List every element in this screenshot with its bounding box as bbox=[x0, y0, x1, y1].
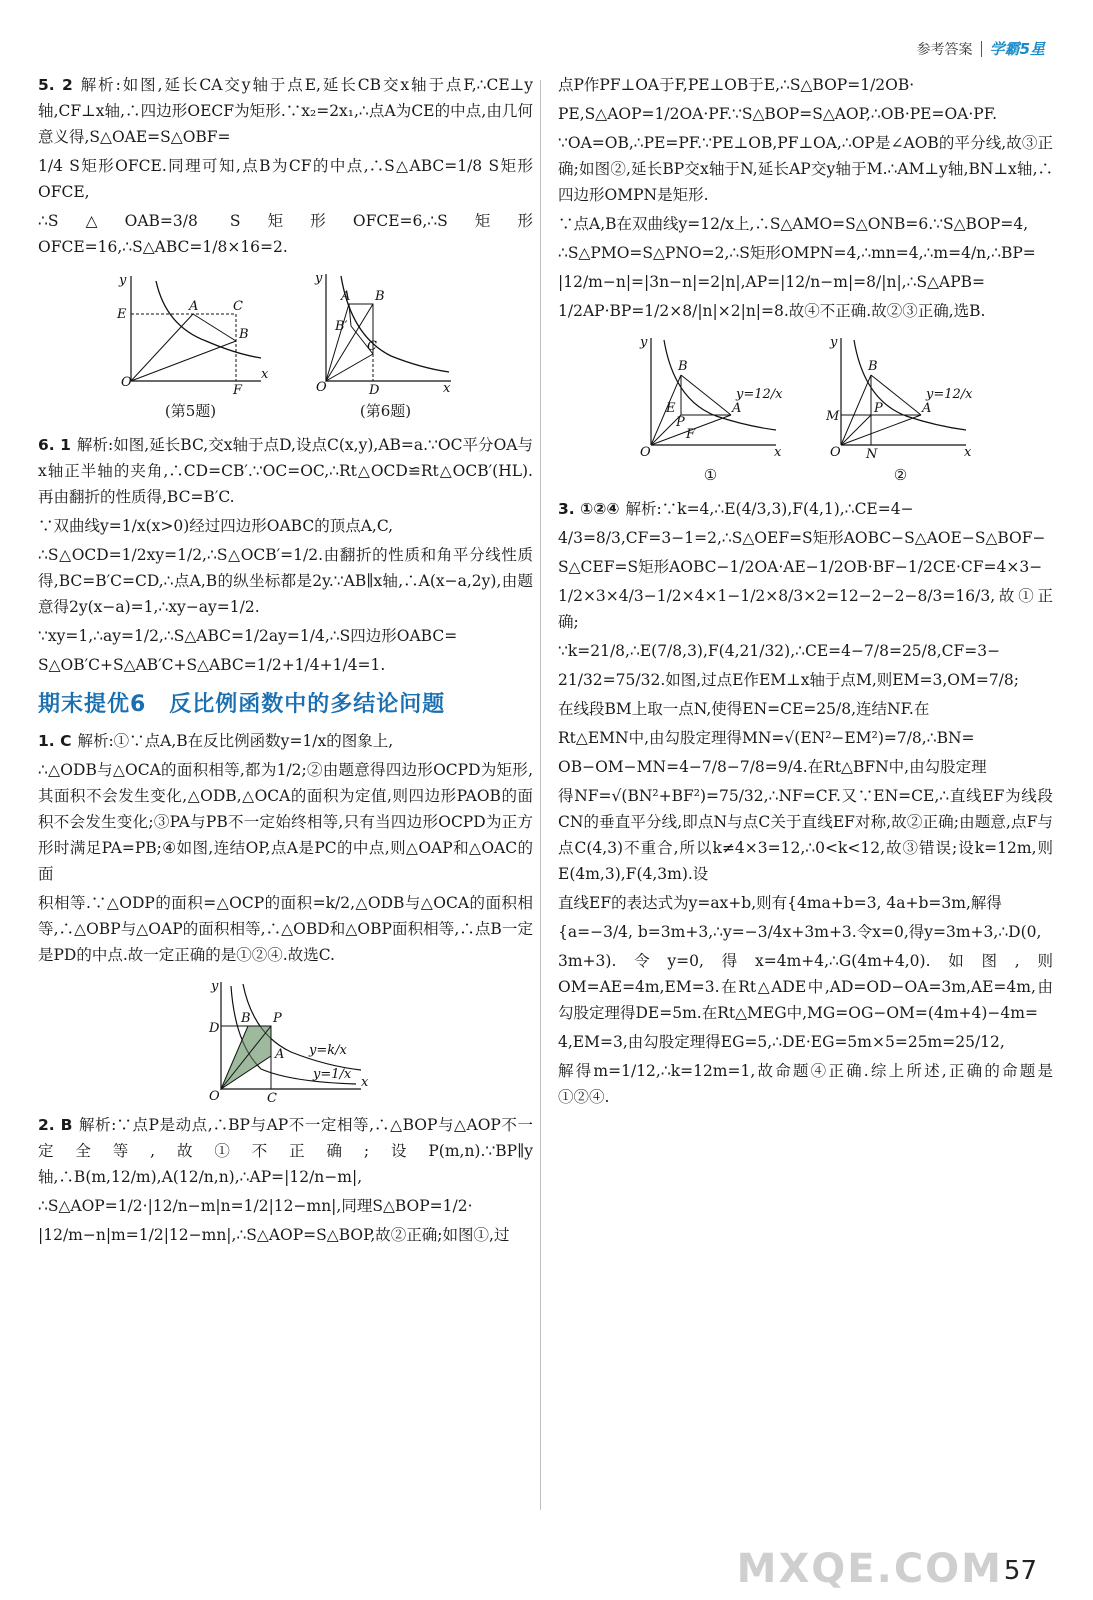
s1-label-o: O bbox=[208, 1089, 220, 1104]
s1-label-x: x bbox=[360, 1075, 368, 1090]
s3-line-9: OB−OM−MN=4−7/8−7/8=9/4.在Rt△BFN中,由勾股定理 bbox=[558, 758, 987, 776]
q5-number: 5. 2 bbox=[38, 76, 73, 94]
answer-s2-continued bbox=[558, 72, 1053, 324]
s3-line-1: 解析:∵k=4,∴E(4/3,3),F(4,1),∴CE=4− bbox=[625, 500, 914, 518]
s21-label-f: F bbox=[685, 427, 695, 442]
s2-line-2: ∴S△AOP=1/2·|12/n−m|n=1/2|12−mn|,同理S△BOP=1/2· bbox=[38, 1197, 473, 1215]
figure-s1-graph bbox=[201, 974, 371, 1104]
fig5-label-x: x bbox=[260, 367, 268, 382]
figure-s2-2 bbox=[826, 330, 976, 488]
fig6-label-c: C bbox=[366, 339, 377, 354]
answer-s3 bbox=[558, 496, 1053, 1110]
s3-line-10: 得NF=√(BN²+BF²)=75/32,∴NF=CF.又∵EN=CE,∴直线EF为线段CN的垂直平分线,即点N与点C关于直线EF对称,故②正确;由题意,点F与点C(4,3)不重合,所以k≠4×3=12,∴0<k<12,故③错误;设k=12m,则E(4m,3),F(4,3m).设 bbox=[558, 787, 1053, 883]
header-ref-label: 参考答案 bbox=[916, 41, 973, 58]
fig6-label-a: A bbox=[340, 289, 350, 304]
s3-line-15: 解得m=1/12,∴k=12m=1,故命题④正确.综上所述,正确的命题是①②④. bbox=[558, 1062, 1053, 1106]
s22-label-b: B bbox=[867, 359, 878, 374]
figure-q5-graph bbox=[111, 266, 271, 396]
header-brand-logo: 学霸5星 bbox=[989, 40, 1045, 58]
s3-line-7: 在线段BM上取一点N,使得EN=CE=25/8,连结NF.在 bbox=[558, 700, 930, 718]
q6-line-3: ∴S△OCD=1/2xy=1/2,∴S△OCB′=1/2.由翻折的性质和角平分线性质得,BC=B′C=CD,∴点A,B的纵坐标都是2y.∵AB∥x轴,∴A(x−a,2y),由题意得2y(x−a)=1,∴xy−ay=1/2. bbox=[38, 546, 533, 616]
s1-line-3: 积相等.∵△ODP的面积=△OCP的面积=k/2,△ODB与△OCA的面积相等,∴△OBP与△OAP的面积相等,∴△OBD和△OBP面积相等,∴点B一定是PD的中点.故一定正确的是①②④.故选C. bbox=[38, 894, 533, 964]
q5-line-1: 解析:如图,延长CA交y轴于点E,延长CB交x轴于点F,∴CE⊥y轴,CF⊥x轴,∴四边形OECF为矩形.∵x₂=2x₁,∴点A为CE的中点,由几何意义得,S△OAE=S△OBF= bbox=[38, 76, 533, 146]
s21-label-a: A bbox=[731, 401, 741, 416]
s3-line-8: Rt△EMN中,由勾股定理得MN=√(EN²−EM²)=7/8,∴BN= bbox=[558, 729, 975, 747]
s2c-line-4: ∵点A,B在双曲线y=12/x上,∴S△AMO=S△ONB=6.∵S△BOP=4, bbox=[558, 215, 1029, 233]
figure-row-s2 bbox=[558, 330, 1053, 488]
answer-q6 bbox=[38, 432, 533, 678]
fig5-label-a: A bbox=[188, 299, 198, 314]
s1-label-y1x: y=1/x bbox=[312, 1067, 351, 1082]
figure-row-s1 bbox=[38, 974, 533, 1104]
s2c-line-7: 1/2AP·BP=1/2×8/|n|×2|n|=8.故④不正确.故②③正确,选B. bbox=[558, 302, 986, 320]
s1-label-d: D bbox=[208, 1021, 219, 1036]
left-column bbox=[38, 72, 533, 1254]
s2c-line-1: 点P作PF⊥OA于F,PE⊥OB于E,∴S△BOP=1/2OB· bbox=[558, 76, 915, 94]
figure-q6-caption: (第6题) bbox=[359, 402, 412, 420]
s3-number: 3. ①②④ bbox=[558, 500, 620, 518]
q6-line-4: ∵xy=1,∴ay=1/2,∴S△ABC=1/2ay=1/4,∴S四边形OABC= bbox=[38, 627, 458, 645]
column-divider bbox=[540, 80, 541, 1510]
s3-line-3: S△CEF=S矩形AOBC−1/2OA·AE−1/2OB·BF−1/2CE·CF=4×3− bbox=[558, 558, 1043, 576]
s1-line-1: 解析:①∵点A,B在反比例函数y=1/x的图象上, bbox=[77, 732, 394, 750]
fig6-label-d: D bbox=[368, 383, 379, 396]
s1-label-ykx: y=k/x bbox=[308, 1043, 347, 1058]
section-title: 期末提优6 反比例函数中的多结论问题 bbox=[38, 692, 446, 717]
page-header bbox=[917, 38, 1045, 59]
fig6-label-bprime: B′ bbox=[334, 319, 348, 334]
s22-label-a: A bbox=[921, 401, 931, 416]
s1-label-b: B bbox=[240, 1011, 251, 1026]
s2c-line-2: PE,S△AOP=1/2OA·PF.∵S△BOP=S△AOP,∴OB·PE=OA·PF. bbox=[558, 105, 997, 123]
fig6-label-y: y bbox=[314, 271, 322, 286]
s1-label-y: y bbox=[210, 979, 218, 994]
s21-label-o: O bbox=[639, 445, 651, 460]
s2-line-3: |12/m−n|m=1/2|12−mn|,∴S△AOP=S△BOP,故②正确;如图①,过 bbox=[38, 1226, 510, 1244]
s1-label-a: A bbox=[274, 1047, 284, 1062]
s3-line-13: 3m+3).令y=0,得x=4m+4,∴G(4m+4,0).如图,则OM=AE=4m,EM=3.在Rt△ADE中,AD=OD−OA=3m,AE=4m,由勾股定理得DE=5m.在Rt△MEG中,MG=OG−OM=(4m+4)−4m= bbox=[558, 952, 1053, 1022]
s21-label-e: E bbox=[665, 401, 675, 416]
fig5-label-f: F bbox=[232, 383, 242, 396]
s22-label-x: x bbox=[963, 445, 971, 460]
s3-line-5: ∵k=21/8,∴E(7/8,3),F(4,21/32),∴CE=4−7/8=25/8,CF=3− bbox=[558, 642, 1001, 660]
figure-row-q5-q6 bbox=[38, 266, 533, 424]
s2c-line-6: |12/m−n|=|3n−n|=2|n|,AP=|12/n−m|=8/|n|,∴S△APB= bbox=[558, 273, 985, 291]
s1-number: 1. C bbox=[38, 732, 72, 750]
q6-line-5: S△OB′C+S△AB′C+S△ABC=1/2+1/4+1/4=1. bbox=[38, 656, 386, 674]
answer-s1 bbox=[38, 728, 533, 968]
s21-label-y: y bbox=[639, 335, 647, 350]
q6-line-2: ∵双曲线y=1/x(x>0)经过四边形OABC的顶点A,C, bbox=[38, 517, 394, 535]
s3-line-4: 1/2×3×4/3−1/2×4×1−1/2×8/3×2=12−2−2−8/3=16/3,故①正确; bbox=[558, 587, 1053, 631]
s21-label-p: P bbox=[675, 415, 685, 430]
figure-s2-1-caption: ① bbox=[703, 466, 718, 484]
s1-label-p: P bbox=[272, 1011, 282, 1026]
s2c-line-3: ∵OA=OB,∴PE=PF.∵PE⊥OB,PF⊥OA,∴OP是∠AOB的平分线,故③正确;如图②,延长BP交x轴于N,延长AP交y轴于M.∴AM⊥y轴,BN⊥x轴,∴四边形OMPN是矩形. bbox=[558, 134, 1053, 204]
answer-s2 bbox=[38, 1112, 533, 1248]
figure-s2-2-caption: ② bbox=[893, 466, 908, 484]
figure-q6 bbox=[311, 266, 461, 424]
s22-label-y: y bbox=[829, 335, 837, 350]
q5-line-2: 1/4 S矩形OFCE.同理可知,点B为CF的中点,∴S△ABC=1/8 S矩形OFCE, bbox=[38, 157, 533, 201]
figure-s2-1-graph bbox=[636, 330, 786, 460]
s21-label-b: B bbox=[677, 359, 688, 374]
s3-line-11: 直线EF的表达式为y=ax+b,则有{4ma+b=3, 4a+b=3m,解得 bbox=[558, 894, 1002, 912]
fig5-label-e: E bbox=[116, 307, 126, 322]
s3-line-6: 21/32=75/32.如图,过点E作EM⊥x轴于点M,则EM=3,OM=7/8; bbox=[558, 671, 1019, 689]
s2-number: 2. B bbox=[38, 1116, 73, 1134]
s21-label-curve: y=12/x bbox=[735, 387, 782, 402]
s22-label-curve: y=12/x bbox=[925, 387, 972, 402]
s1-line-2: ∴△ODB与△OCA的面积相等,都为1/2;②由题意得四边形OCPD为矩形,其面积不会发生变化,△ODB,△OCA的面积为定值,则四边形PAOB的面积不会发生变化;③PA与PB不一定始终相等,只有当四边形OCPD为正方形时满足PA=PB;④如图,连结OP,点A是PC的中点,则△OAP和△OAC的面 bbox=[38, 761, 533, 883]
fig5-label-y: y bbox=[118, 273, 126, 288]
fig5-label-c: C bbox=[232, 299, 243, 314]
fig5-label-o: O bbox=[120, 375, 132, 390]
fig6-label-b: B bbox=[374, 289, 385, 304]
figure-s2-2-graph bbox=[826, 330, 976, 460]
q6-line-1: 解析:如图,延长BC,交x轴于点D,设点C(x,y),AB=a.∵OC平分OA与x轴正半轴的夹角,∴CD=CB′.∵OC=OC,∴Rt△OCD≌Rt△OCB′(HL).再由翻折的性质得,BC=B′C. bbox=[38, 436, 533, 506]
answer-q5 bbox=[38, 72, 533, 260]
figure-q5 bbox=[111, 266, 271, 424]
s3-line-14: 4,EM=3,由勾股定理得EG=5,∴DE·EG=5m×5=25m=25/12, bbox=[558, 1033, 1005, 1051]
header-separator bbox=[981, 41, 982, 57]
s21-label-x: x bbox=[773, 445, 781, 460]
fig6-label-o: O bbox=[315, 380, 327, 395]
s3-line-12: {a=−3/4, b=3m+3,∴y=−3/4x+3m+3.令x=0,得y=3m+3,∴D(0, bbox=[558, 923, 1042, 941]
s22-label-p: P bbox=[873, 401, 883, 416]
s22-label-n: N bbox=[865, 447, 877, 460]
q6-number: 6. 1 bbox=[38, 436, 71, 454]
s2-line-1: 解析:∵点P是动点,∴BP与AP不一定相等,∴△BOP与△AOP不一定全等,故①不正确;设P(m,n).∵BP∥y轴,∴B(m,12/m),A(12/n,n),∴AP=|12/n−m|, bbox=[38, 1116, 533, 1186]
q5-line-3: ∴S△OAB=3/8 S矩形OFCE=6,∴S矩形OFCE=16,∴S△ABC=1/8×16=2. bbox=[38, 212, 533, 256]
fig6-label-x: x bbox=[442, 381, 450, 396]
s1-label-c: C bbox=[266, 1091, 277, 1104]
figure-s2-1 bbox=[636, 330, 786, 488]
fig5-label-b: B bbox=[238, 327, 249, 342]
s3-line-2: 4/3=8/3,CF=3−1=2,∴S△OEF=S矩形AOBC−S△AOE−S△BOF− bbox=[558, 529, 1046, 547]
watermark: MXQE.COM bbox=[736, 1546, 1003, 1592]
s2c-line-5: ∴S△PMO=S△PNO=2,∴S矩形OMPN=4,∴mn=4,∴m=4/n,∴BP= bbox=[558, 244, 1036, 262]
page-number: 57 bbox=[1003, 1556, 1037, 1586]
s22-label-o: O bbox=[829, 445, 841, 460]
s22-label-m: M bbox=[825, 409, 839, 424]
right-column bbox=[558, 72, 1053, 1116]
figure-q5-caption: (第5题) bbox=[164, 402, 217, 420]
figure-q6-graph bbox=[311, 266, 461, 396]
